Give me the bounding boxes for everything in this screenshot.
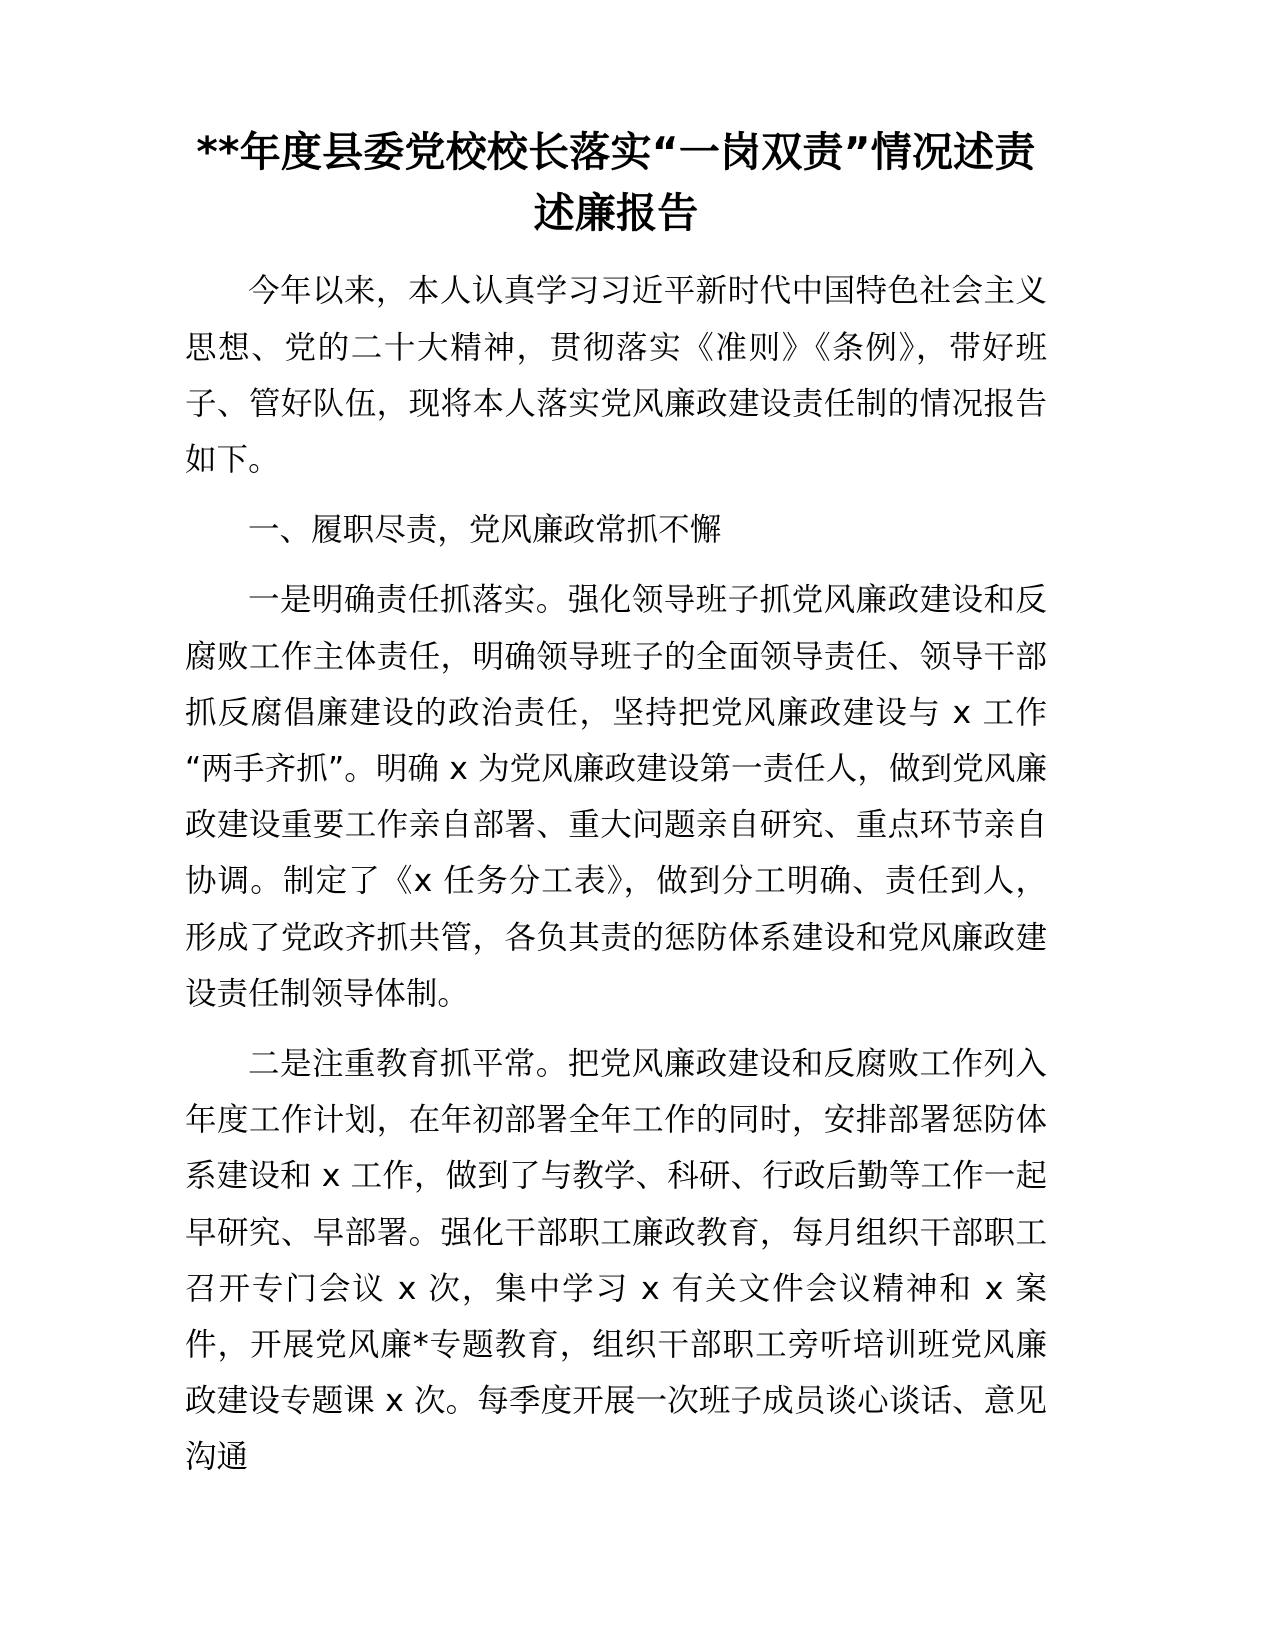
document-body <box>185 122 1047 1486</box>
document-title: **年度县委党校校长落实“一岗双责”情况述责述廉报告 <box>196 128 1036 237</box>
paragraph-intro: 今年以来，本人认真学习习近平新时代中国特色社会主义思想、党的二十大精神，贯彻落实《准则》《条例》，带好班子、管好队伍，现将本人落实党风廉政建设责任制的情况报告如下。 <box>185 273 1047 478</box>
section-heading-one: 一、履职尽责，党风廉政常抓不懈 <box>248 512 722 549</box>
paragraph-point-two: 二是注重教育抓平常。把党风廉政建设和反腐败工作列入年度工作计划，在年初部署全年工作的同时，安排部署惩防体系建设和 x 工作，做到了与教学、科研、行政后勤等工作一起早研究、早部署。强化干部职工廉政教育，每月组织干部职工召开专门会议 x 次，集中学习 x 有关文件会议精神和 x 案件，开展党风廉*专题教育，组织干部职工旁听培训班党风廉政建设专题课 x 次。每季度开展一次班子成员谈心谈话、意见沟通 <box>185 1045 1047 1476</box>
paragraph-point-one: 一是明确责任抓落实。强化领导班子抓党风廉政建设和反腐败工作主体责任，明确领导班子的全面领导责任、领导干部抓反腐倡廉建设的政治责任，坚持把党风廉政建设与 x 工作“两手齐抓”。明确 x 为党风廉政建设第一责任人，做到党风廉政建设重要工作亲自部署、重大问题亲自研究、重点环节亲自协调。制定了《x 任务分工表》，做到分工明确、责任到人，形成了党政齐抓共管，各负其责的惩防体系建设和党风廉政建设责任制领导体制。 <box>185 582 1047 1012</box>
